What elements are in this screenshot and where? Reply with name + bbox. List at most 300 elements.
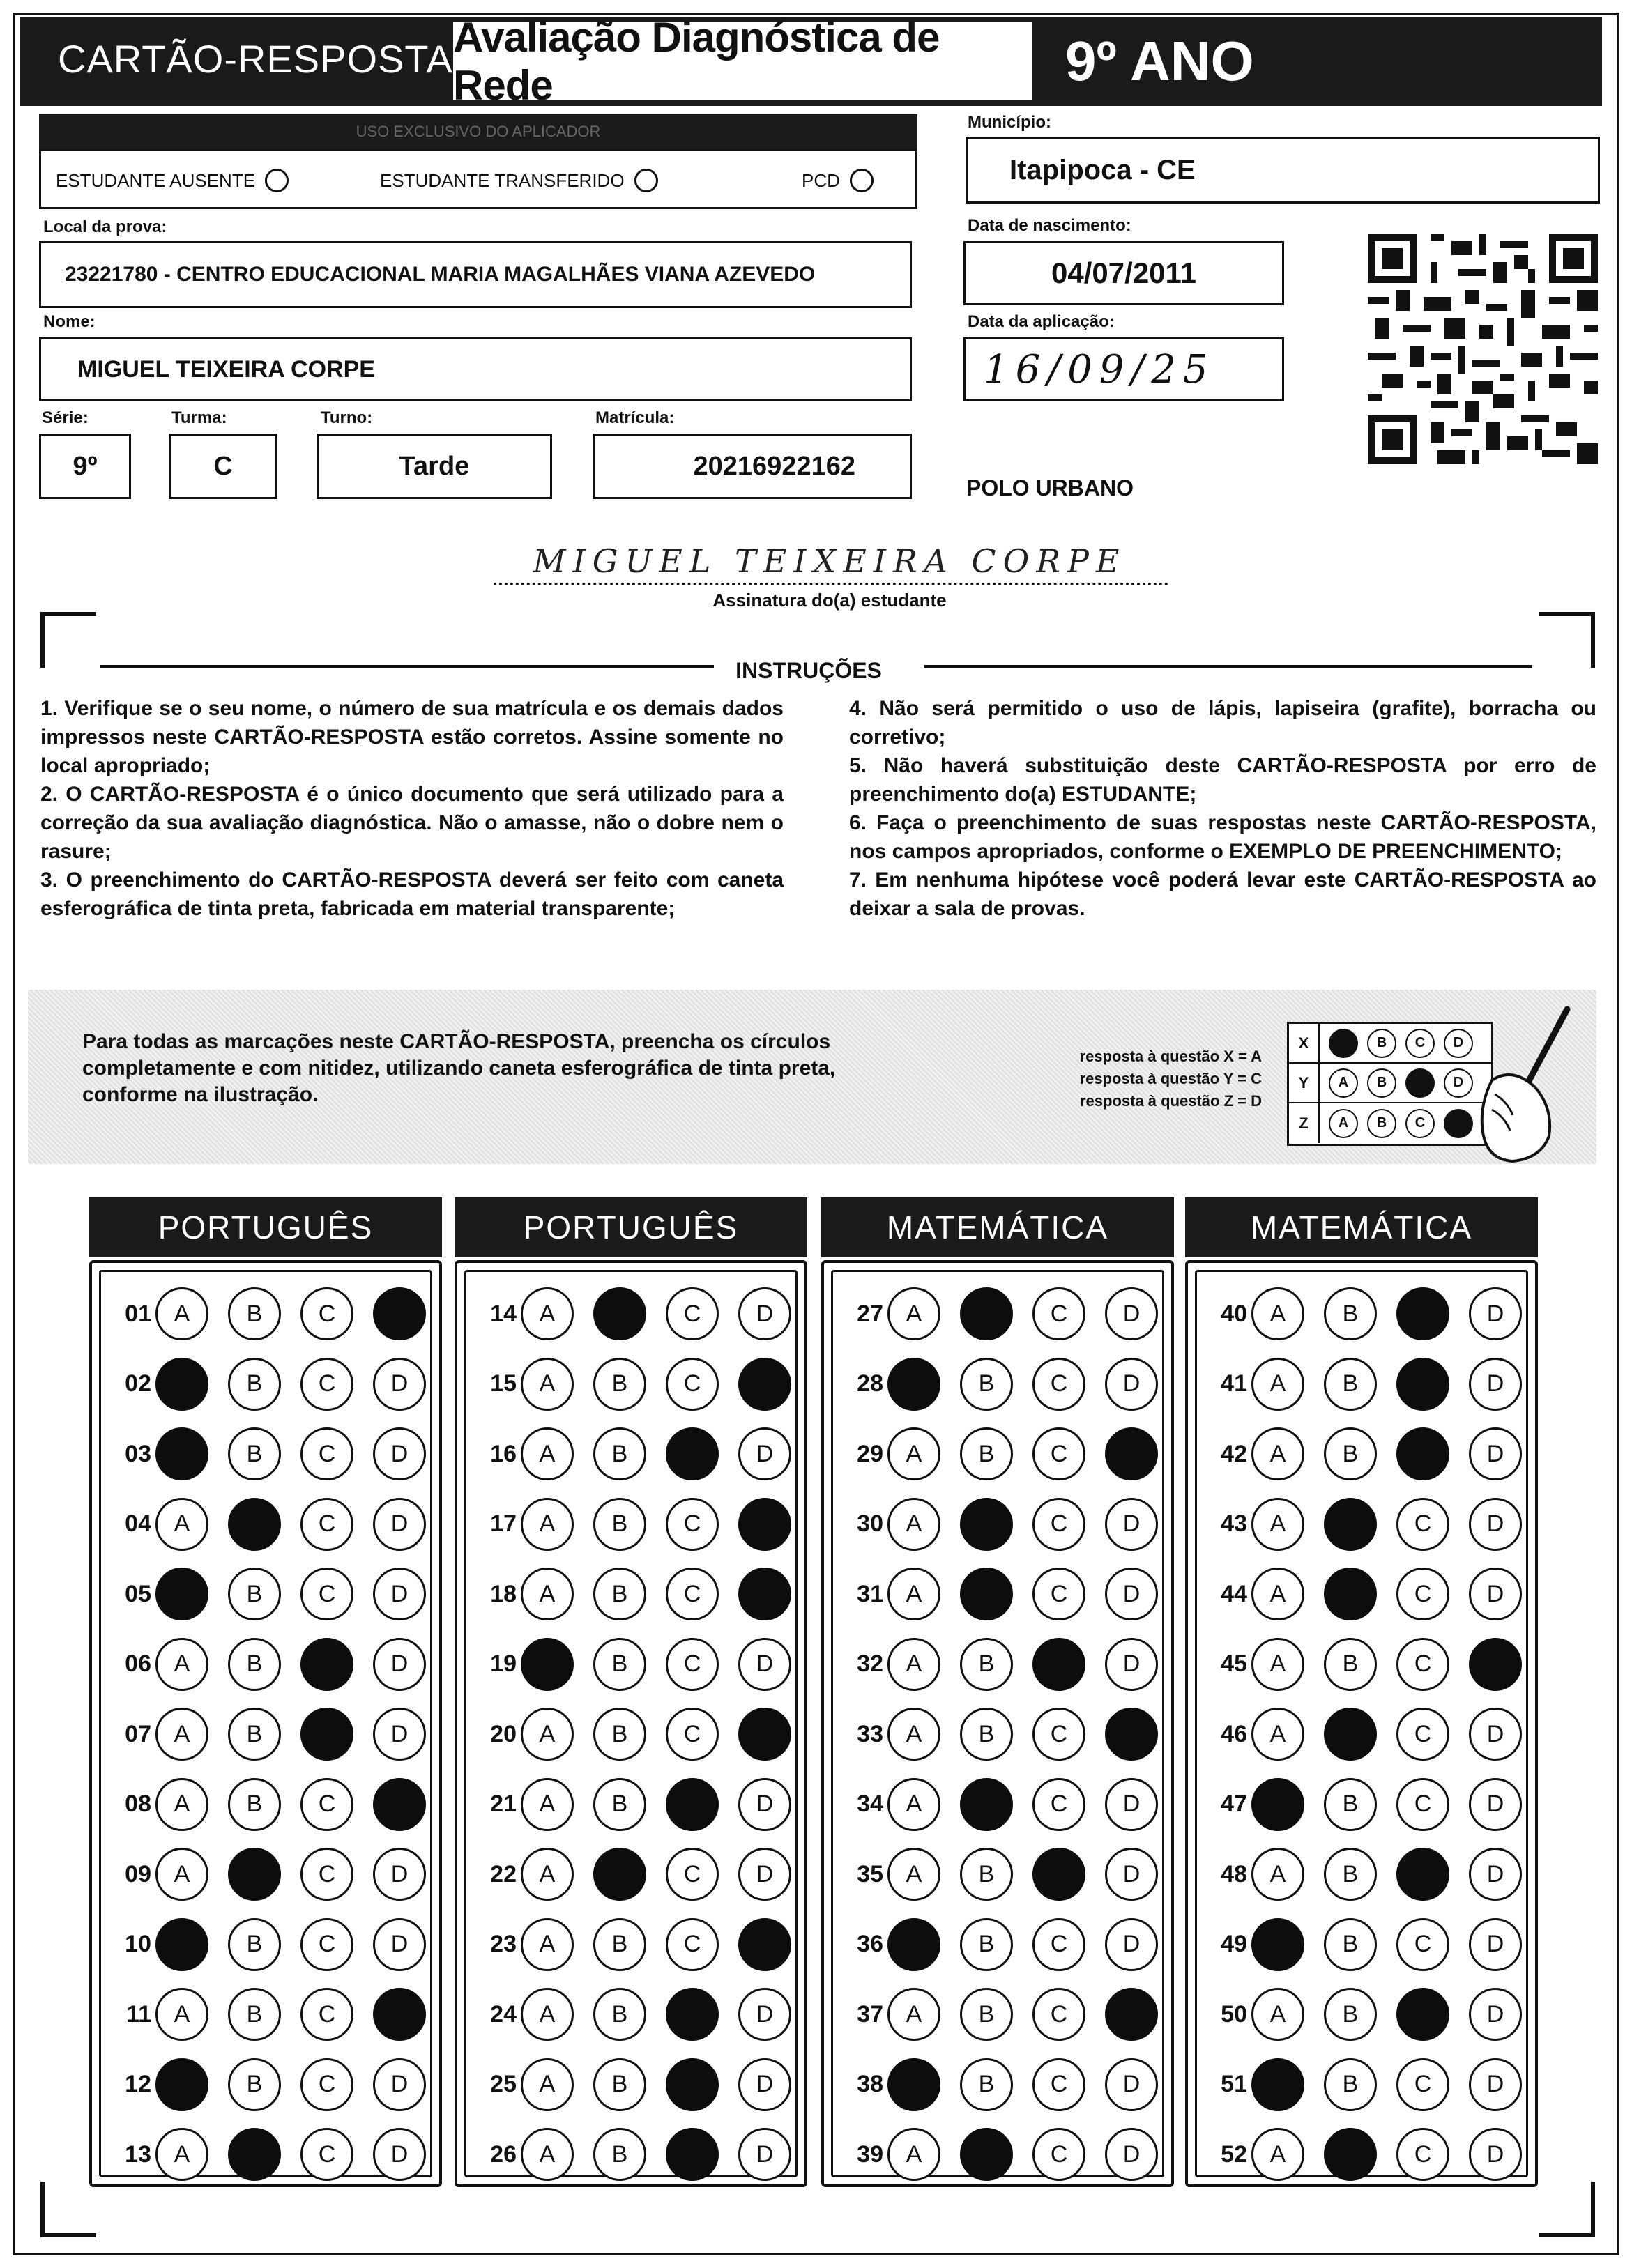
answer-bubble-c[interactable]: C [1032, 1358, 1085, 1411]
answer-bubble-b[interactable]: B [593, 1568, 646, 1620]
answer-bubble-d[interactable]: D [373, 1498, 426, 1551]
answer-bubble-b[interactable] [593, 1287, 646, 1340]
answer-bubble-c[interactable] [1396, 1358, 1449, 1411]
absent-radio[interactable] [265, 169, 289, 192]
question-number: 46 [1221, 1720, 1247, 1747]
answer-bubble-c[interactable]: C [1032, 1568, 1085, 1620]
example-row-label: Z [1289, 1103, 1320, 1143]
answer-bubble-c[interactable]: C [1032, 1918, 1085, 1971]
answer-bubble-b[interactable]: B [960, 1848, 1013, 1901]
question-row [833, 1846, 1177, 1902]
question-number: 38 [857, 2071, 883, 2097]
answer-bubble-b[interactable] [1324, 1568, 1377, 1620]
answer-bubble-d[interactable] [1469, 1638, 1522, 1691]
serie-value: 9º [73, 451, 98, 481]
answer-bubble-c[interactable]: C [1396, 1498, 1449, 1551]
answer-bubble-c[interactable]: C [300, 2128, 353, 2181]
answer-bubble-a[interactable] [887, 1918, 940, 1971]
answer-bubble-d[interactable]: D [373, 2058, 426, 2111]
answer-bubble-a[interactable] [887, 2058, 940, 2111]
question-number: 42 [1221, 1440, 1247, 1467]
answer-bubble-b[interactable]: B [1324, 1918, 1377, 1971]
answer-bubble-c[interactable]: C [300, 1287, 353, 1340]
answer-bubble-c[interactable]: C [300, 1427, 353, 1480]
answer-bubble-a[interactable]: A [521, 1568, 574, 1620]
answer-bubble-b[interactable]: B [1324, 1988, 1377, 2041]
answer-bubble-a[interactable] [1251, 1918, 1304, 1971]
answer-bubble-d[interactable]: D [373, 1358, 426, 1411]
example-row [1289, 1103, 1491, 1143]
answer-bubble-d[interactable]: D [738, 1427, 791, 1480]
instruction-1: 1. Verifique se o seu nome, o número de sua matrícula e os demais dados impressos neste CARTÃO-RESPOSTA estão corretos. Assine somente no local apropriado; [40, 697, 784, 777]
transferred-radio[interactable] [634, 169, 658, 192]
question-number: 48 [1221, 1860, 1247, 1887]
answer-bubble-a[interactable]: A [887, 1287, 940, 1340]
answer-bubble-a[interactable]: A [1251, 2128, 1304, 2181]
question-number: 49 [1221, 1931, 1247, 1957]
question-row [1197, 2057, 1541, 2113]
header-band [20, 14, 1602, 109]
question-row [101, 1777, 445, 1832]
answer-bubble-d[interactable]: D [1469, 1287, 1522, 1340]
answer-bubble-a[interactable]: A [887, 1778, 940, 1831]
answer-bubble-d[interactable]: D [738, 2058, 791, 2111]
answer-bubble-d[interactable]: D [373, 1848, 426, 1901]
answer-bubble-a[interactable]: A [521, 2128, 574, 2181]
answer-bubble-b[interactable]: B [593, 1427, 646, 1480]
answer-bubble-a[interactable]: A [1251, 1498, 1304, 1551]
answer-bubble-a[interactable]: A [887, 1568, 940, 1620]
answer-bubble-a[interactable]: A [521, 1498, 574, 1551]
answer-bubble-d[interactable]: D [1469, 1427, 1522, 1480]
answer-bubble-a[interactable]: A [1251, 1638, 1304, 1691]
aplicacao-label: Data da aplicação: [968, 312, 1115, 331]
answer-bubble-d[interactable]: D [738, 1638, 791, 1691]
answer-bubble-c[interactable] [1032, 1848, 1085, 1901]
instructions-title: INSTRUÇÕES [735, 658, 882, 683]
question-row [1197, 1637, 1541, 1692]
answer-bubble-b[interactable]: B [593, 2128, 646, 2181]
answer-bubble-b[interactable] [228, 1848, 281, 1901]
answer-bubble-d[interactable]: D [373, 1638, 426, 1691]
answer-bubble-b[interactable]: B [593, 1498, 646, 1551]
transferred-label: ESTUDANTE TRANSFERIDO [380, 169, 625, 191]
answer-bubble-b[interactable] [228, 1498, 281, 1551]
example-bubble-d [1444, 1109, 1473, 1138]
turno-field [317, 434, 552, 499]
answer-bubble-c[interactable]: C [666, 1568, 719, 1620]
question-number: 02 [125, 1370, 151, 1397]
answer-bubble-d[interactable]: D [1105, 1358, 1158, 1411]
card-title: CARTÃO-RESPOSTA [58, 37, 453, 81]
question-number: 52 [1221, 2140, 1247, 2168]
answer-bubble-b[interactable]: B [1324, 1427, 1377, 1480]
question-number: 51 [1221, 2071, 1247, 2097]
answer-bubble-b[interactable]: B [960, 1988, 1013, 2041]
answer-bubble-c[interactable]: C [666, 1287, 719, 1340]
answer-bubble-a[interactable]: A [155, 2128, 208, 2181]
answer-bubble-d[interactable] [1105, 1427, 1158, 1480]
answer-bubble-c[interactable]: C [666, 1848, 719, 1901]
answer-bubble-a[interactable]: A [155, 1778, 208, 1831]
turno-label: Turno: [321, 408, 373, 427]
corner-mark-top-right [1539, 612, 1595, 668]
answer-panel-4 [1185, 1260, 1538, 2187]
answer-bubble-c[interactable]: C [300, 1498, 353, 1551]
answer-bubble-b[interactable]: B [228, 1988, 281, 2041]
answer-bubble-d[interactable]: D [1105, 1778, 1158, 1831]
question-row [833, 1706, 1177, 1762]
instruction-2: 2. O CARTÃO-RESPOSTA é o único documento que será utilizado para a correção da sua avaliação diagnóstica. Não o amasse, não o dobre nem o rasure; [40, 783, 784, 863]
answer-bubble-d[interactable] [373, 1287, 426, 1340]
answer-bubble-d[interactable]: D [1105, 2058, 1158, 2111]
answer-bubble-a[interactable]: A [521, 1848, 574, 1901]
answer-bubble-a[interactable] [887, 1358, 940, 1411]
answer-bubble-c[interactable]: C [300, 1918, 353, 1971]
answer-bubble-b[interactable]: B [593, 1918, 646, 1971]
answer-bubble-a[interactable]: A [1251, 1427, 1304, 1480]
answer-bubble-d[interactable]: D [738, 1287, 791, 1340]
answer-bubble-a[interactable] [1251, 1778, 1304, 1831]
answer-bubble-c[interactable] [300, 1708, 353, 1761]
example-line-x: resposta à questão X = A [1079, 1048, 1262, 1065]
answer-bubble-a[interactable] [155, 1568, 208, 1620]
answer-bubble-b[interactable]: B [228, 1918, 281, 1971]
answer-bubble-d[interactable]: D [1105, 1568, 1158, 1620]
question-row [101, 1917, 445, 1972]
answer-bubble-d[interactable] [738, 1358, 791, 1411]
answer-bubble-d[interactable]: D [1105, 1638, 1158, 1691]
answer-bubble-b[interactable]: B [960, 2058, 1013, 2111]
question-number: 19 [490, 1650, 517, 1677]
answer-bubble-d[interactable] [738, 1918, 791, 1971]
answer-bubble-c[interactable]: C [666, 1358, 719, 1411]
answer-bubble-a[interactable]: A [887, 1638, 940, 1691]
answer-bubble-d[interactable]: D [1469, 1778, 1522, 1831]
answer-bubble-a[interactable]: A [155, 1988, 208, 2041]
answer-bubble-b[interactable]: B [960, 1918, 1013, 1971]
answer-bubble-d[interactable]: D [1469, 1988, 1522, 2041]
answer-bubble-d[interactable]: D [738, 2128, 791, 2181]
nascimento-value: 04/07/2011 [1051, 256, 1196, 289]
question-number: 15 [490, 1370, 517, 1397]
question-row [833, 1356, 1177, 1412]
answer-bubble-a[interactable]: A [1251, 1358, 1304, 1411]
answer-bubble-a[interactable]: A [1251, 1568, 1304, 1620]
question-row [833, 1286, 1177, 1342]
answer-bubble-d[interactable] [738, 1568, 791, 1620]
example-row-label: X [1289, 1024, 1320, 1062]
example-bubble-c [1405, 1068, 1435, 1098]
answer-bubble-b[interactable]: B [228, 1708, 281, 1761]
answer-bubble-d[interactable] [1105, 1988, 1158, 2041]
answer-bubble-a[interactable] [155, 1918, 208, 1971]
question-number: 27 [857, 1300, 883, 1327]
question-row [1197, 1286, 1541, 1342]
answer-bubble-d[interactable] [738, 1498, 791, 1551]
answer-bubble-a[interactable] [155, 1358, 208, 1411]
answer-bubble-d[interactable]: D [1469, 1848, 1522, 1901]
question-row [101, 1986, 445, 2042]
column-header-1: PORTUGUÊS [89, 1197, 442, 1257]
column-header-2: PORTUGUÊS [455, 1197, 807, 1257]
answer-bubble-c[interactable]: C [1032, 1988, 1085, 2041]
answer-bubble-b[interactable]: B [1324, 2058, 1377, 2111]
answer-bubble-c[interactable] [666, 1427, 719, 1480]
question-row [833, 1496, 1177, 1552]
answer-bubble-b[interactable] [1324, 1498, 1377, 1551]
answer-bubble-b[interactable]: B [593, 1358, 646, 1411]
answer-bubble-b[interactable]: B [228, 1568, 281, 1620]
answer-bubble-c[interactable]: C [1396, 2128, 1449, 2181]
answer-bubble-a[interactable]: A [887, 1848, 940, 1901]
answer-bubble-a[interactable]: A [521, 1778, 574, 1831]
answer-bubble-d[interactable]: D [738, 1988, 791, 2041]
answer-bubble-b[interactable] [960, 1568, 1013, 1620]
question-number: 12 [125, 2071, 151, 2097]
applicator-bar [39, 114, 917, 149]
answer-bubble-c[interactable] [1396, 1988, 1449, 2041]
answer-bubble-a[interactable]: A [521, 2058, 574, 2111]
answer-bubble-a[interactable] [521, 1638, 574, 1691]
answer-bubble-b[interactable]: B [228, 2058, 281, 2111]
answer-bubble-a[interactable]: A [887, 1988, 940, 2041]
answer-bubble-a[interactable]: A [1251, 1708, 1304, 1761]
answer-bubble-c[interactable]: C [1396, 1568, 1449, 1620]
answer-bubble-b[interactable]: B [593, 1988, 646, 2041]
answer-bubble-c[interactable]: C [1032, 1498, 1085, 1551]
answer-bubble-d[interactable] [373, 1778, 426, 1831]
question-row [101, 1637, 445, 1692]
answer-bubble-a[interactable]: A [887, 1427, 940, 1480]
answer-bubble-b[interactable] [1324, 1708, 1377, 1761]
answer-bubble-a[interactable]: A [521, 1708, 574, 1761]
question-number: 36 [857, 1931, 883, 1957]
answer-bubble-d[interactable]: D [373, 1568, 426, 1620]
answer-bubble-b[interactable]: B [593, 1778, 646, 1831]
answer-bubble-b[interactable]: B [960, 1358, 1013, 1411]
answer-bubble-b[interactable] [228, 2128, 281, 2181]
question-row [101, 1566, 445, 1622]
question-row [101, 2127, 445, 2182]
answer-bubble-b[interactable]: B [228, 1638, 281, 1691]
answer-bubble-c[interactable]: C [1032, 2128, 1085, 2181]
answer-bubble-d[interactable]: D [1105, 1918, 1158, 1971]
municipio-value: Itapipoca - CE [1009, 154, 1196, 185]
answer-bubble-c[interactable] [666, 1988, 719, 2041]
answer-bubble-a[interactable] [155, 1427, 208, 1480]
answer-bubble-a[interactable] [1251, 2058, 1304, 2111]
answer-bubble-c[interactable] [666, 2058, 719, 2111]
answer-bubble-b[interactable]: B [1324, 1848, 1377, 1901]
serie-field [39, 434, 131, 499]
answer-bubble-c[interactable]: C [300, 1988, 353, 2041]
example-bubble-b: B [1367, 1068, 1396, 1098]
transferred-option[interactable] [380, 169, 658, 192]
answer-bubble-c[interactable]: C [1396, 2058, 1449, 2111]
municipio-label: Município: [968, 113, 1051, 132]
answer-bubble-c[interactable] [1396, 1287, 1449, 1340]
answer-bubble-b[interactable] [960, 1778, 1013, 1831]
answer-bubble-c[interactable]: C [300, 1568, 353, 1620]
answer-bubble-d[interactable]: D [1469, 2058, 1522, 2111]
answer-bubble-a[interactable]: A [887, 1708, 940, 1761]
answer-bubble-c[interactable]: C [300, 1848, 353, 1901]
answer-bubble-c[interactable]: C [1396, 1708, 1449, 1761]
answer-bubble-b[interactable]: B [960, 1427, 1013, 1480]
answer-bubble-d[interactable]: D [373, 1918, 426, 1971]
answer-bubble-b[interactable]: B [1324, 1638, 1377, 1691]
answer-bubble-c[interactable] [666, 1778, 719, 1831]
answer-bubble-c[interactable]: C [1032, 1287, 1085, 1340]
answer-bubble-d[interactable]: D [373, 1427, 426, 1480]
answer-bubble-d[interactable]: D [373, 2128, 426, 2181]
answer-bubble-a[interactable]: A [155, 1848, 208, 1901]
answer-bubble-d[interactable]: D [1469, 1568, 1522, 1620]
answer-bubble-c[interactable]: C [1032, 1778, 1085, 1831]
answer-bubble-c[interactable]: C [666, 1498, 719, 1551]
answer-panel-3 [821, 1260, 1174, 2187]
question-row [833, 1777, 1177, 1832]
answer-bubble-b[interactable]: B [593, 1638, 646, 1691]
answer-bubble-c[interactable]: C [1396, 1778, 1449, 1831]
answer-bubble-a[interactable]: A [155, 1638, 208, 1691]
answer-bubble-b[interactable] [960, 1498, 1013, 1551]
answer-bubble-c[interactable]: C [300, 2058, 353, 2111]
answer-bubble-d[interactable]: D [1105, 1498, 1158, 1551]
answer-bubble-a[interactable]: A [155, 1287, 208, 1340]
nome-label: Nome: [43, 312, 96, 331]
answer-bubble-d[interactable] [738, 1708, 791, 1761]
example-text: Para todas as marcações neste CARTÃO-RESPOSTA, preencha os círculos completamente e com nitidez, utilizando caneta esferográfica de tinta preta, conforme na ilustração. [82, 1030, 836, 1106]
example-row [1289, 1064, 1491, 1103]
answer-bubble-d[interactable] [1105, 1708, 1158, 1761]
answer-bubble-b[interactable]: B [228, 1287, 281, 1340]
answer-panel-1 [89, 1260, 442, 2187]
question-row [466, 1496, 811, 1552]
answer-bubble-b[interactable]: B [593, 1708, 646, 1761]
answer-bubble-b[interactable] [960, 1287, 1013, 1340]
answer-bubble-d[interactable]: D [1105, 1287, 1158, 1340]
answer-bubble-a[interactable]: A [521, 1287, 574, 1340]
corner-mark-bottom-left [40, 2182, 96, 2237]
answer-bubble-c[interactable]: C [300, 1778, 353, 1831]
answer-bubble-a[interactable]: A [521, 1988, 574, 2041]
answer-bubble-d[interactable]: D [373, 1708, 426, 1761]
answer-bubble-b[interactable] [960, 2128, 1013, 2181]
question-row [833, 1637, 1177, 1692]
question-row [466, 1706, 811, 1762]
answer-bubble-c[interactable]: C [1396, 1638, 1449, 1691]
answer-bubble-a[interactable]: A [887, 2128, 940, 2181]
question-row [101, 1706, 445, 1762]
grade-title: 9º ANO [1065, 30, 1254, 92]
answer-bubble-b[interactable] [1324, 2128, 1377, 2181]
pcd-option[interactable] [802, 169, 874, 192]
question-row [101, 1426, 445, 1482]
question-row [466, 1986, 811, 2042]
answer-bubble-d[interactable]: D [1469, 1498, 1522, 1551]
answer-bubble-c[interactable] [1396, 1848, 1449, 1901]
answer-bubble-d[interactable]: D [1105, 1848, 1158, 1901]
question-number: 32 [857, 1650, 883, 1677]
question-number: 07 [125, 1720, 151, 1747]
answer-bubble-c[interactable]: C [1396, 1918, 1449, 1971]
answer-bubble-b[interactable]: B [960, 1638, 1013, 1691]
answer-bubble-c[interactable] [1396, 1427, 1449, 1480]
question-number: 20 [490, 1720, 517, 1747]
answer-bubble-d[interactable]: D [738, 1778, 791, 1831]
answer-bubble-a[interactable]: A [155, 1498, 208, 1551]
answer-bubble-a[interactable]: A [521, 1427, 574, 1480]
answer-bubble-a[interactable]: A [1251, 1848, 1304, 1901]
question-row [1197, 1356, 1541, 1412]
question-number: 29 [857, 1440, 883, 1467]
question-number: 35 [857, 1860, 883, 1887]
answer-bubble-b[interactable]: B [1324, 1358, 1377, 1411]
answer-bubble-a[interactable]: A [1251, 1988, 1304, 2041]
answer-bubble-c[interactable] [666, 2128, 719, 2181]
answer-bubble-a[interactable] [155, 2058, 208, 2111]
answer-bubble-b[interactable]: B [960, 1708, 1013, 1761]
answer-bubble-d[interactable] [373, 1988, 426, 2041]
answer-bubble-b[interactable]: B [1324, 1287, 1377, 1340]
answer-bubble-c[interactable]: C [1032, 1427, 1085, 1480]
answer-bubble-d[interactable]: D [1105, 2128, 1158, 2181]
answer-bubble-d[interactable]: D [1469, 2128, 1522, 2181]
answer-bubble-a[interactable]: A [887, 1498, 940, 1551]
question-row [1197, 1846, 1541, 1902]
answer-bubble-b[interactable]: B [228, 1358, 281, 1411]
answer-bubble-a[interactable]: A [521, 1918, 574, 1971]
answer-bubble-b[interactable]: B [228, 1778, 281, 1831]
answer-bubble-d[interactable]: D [1469, 1708, 1522, 1761]
question-row [833, 1426, 1177, 1482]
nome-field [39, 337, 912, 401]
pcd-radio[interactable] [850, 169, 874, 192]
question-number: 43 [1221, 1510, 1247, 1537]
answer-bubble-a[interactable]: A [155, 1708, 208, 1761]
absent-option[interactable] [56, 169, 289, 192]
question-row [101, 2057, 445, 2113]
answer-bubble-c[interactable]: C [666, 1918, 719, 1971]
aplicacao-field [963, 337, 1284, 401]
answer-bubble-a[interactable]: A [1251, 1287, 1304, 1340]
instruction-4: 4. Não será permitido o uso de lápis, lapiseira (grafite), borracha ou corretivo; [849, 697, 1596, 749]
answer-bubble-b[interactable]: B [228, 1427, 281, 1480]
answer-bubble-a[interactable]: A [521, 1358, 574, 1411]
answer-bubble-d[interactable]: D [1469, 1918, 1522, 1971]
answer-bubble-c[interactable] [1032, 1638, 1085, 1691]
answer-bubble-c[interactable]: C [1032, 1708, 1085, 1761]
answer-bubble-c[interactable]: C [300, 1358, 353, 1411]
question-number: 17 [490, 1510, 517, 1537]
question-number: 05 [125, 1580, 151, 1607]
answer-bubble-b[interactable]: B [593, 2058, 646, 2111]
example-bubble-a: A [1329, 1109, 1358, 1138]
question-row [466, 1286, 811, 1342]
answer-bubble-c[interactable]: C [666, 1708, 719, 1761]
answer-bubble-c[interactable] [300, 1638, 353, 1691]
answer-bubble-d[interactable]: D [1469, 1358, 1522, 1411]
example-bubble-a: A [1329, 1068, 1358, 1098]
answer-bubble-b[interactable] [593, 1848, 646, 1901]
answer-bubble-c[interactable]: C [666, 1638, 719, 1691]
answer-bubble-d[interactable]: D [738, 1848, 791, 1901]
question-row [1197, 1917, 1541, 1972]
answer-bubble-b[interactable]: B [1324, 1778, 1377, 1831]
answer-bubble-c[interactable]: C [1032, 2058, 1085, 2111]
